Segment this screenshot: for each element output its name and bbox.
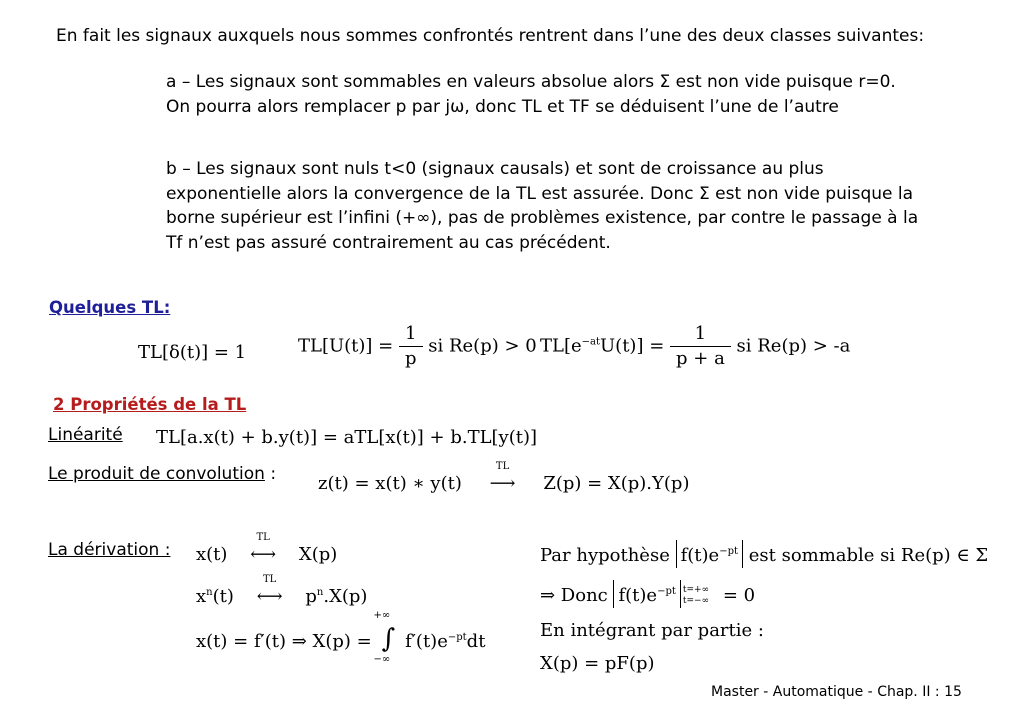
integral-block	[373, 610, 399, 665]
eq-exp-num: 1	[694, 323, 707, 344]
intro-line: En fait les signaux auxquels nous sommes confrontés rentrent dans l’une des deux classes suivantes:	[56, 26, 925, 46]
convolution-eq	[318, 461, 690, 496]
derivation-eq1	[196, 532, 338, 567]
derivation-eq3-integrand: f′(t)e	[405, 631, 448, 652]
item-a: a – Les signaux sont sommables en valeurs absolue alors Σ est non vide puisque r=0. On pourra alors remplacer p par jω, donc TL et TF se déduisent l’une de l’autre	[166, 72, 896, 117]
derivation-eq2-right-end: .X(p)	[323, 586, 368, 607]
item-b: b – Les signaux sont nuls t<0 (signaux causals) et sont de croissance au plus exponentielle alors la convergence de la TL est assurée. Donc Σ est non vide puisque la borne supérieur est l’infini (+∞), pas de problèmes existence, par contre le passage à la Tf n’est pas assuré contrairement au cas précédent.	[166, 159, 919, 253]
eq-step-left: TL[U(t)] =	[298, 335, 394, 357]
derivation-eq1-arrow	[233, 532, 293, 567]
hypothese-line2-abs-text: f(t)e	[618, 585, 658, 606]
derivation-eq2-tl: TL	[262, 574, 277, 585]
eq-exp-sup: −at	[581, 336, 600, 348]
convolution-left: z(t) = x(t) ∗ y(t)	[318, 473, 462, 494]
eq-exp-den: p + a	[670, 346, 731, 371]
hypothese-line2	[540, 580, 755, 608]
hypothese-line1-sup: −pt	[719, 546, 738, 557]
derivation-eq2-left: x	[196, 586, 207, 607]
hypothese-line2-upper: t=+∞	[682, 585, 710, 595]
eq-exp-right: si Re(p) > -a	[736, 335, 851, 357]
derivation-eq3-left: x(t) = f′(t) ⇒ X(p) =	[196, 631, 372, 652]
hypothese-line1	[540, 540, 988, 568]
convolution-right: Z(p) = X(p).Y(p)	[543, 473, 690, 494]
hypothese-line2-limits	[683, 585, 709, 607]
quelques-tl-heading: Quelques TL:	[49, 298, 171, 317]
eq-step-fraction	[399, 322, 423, 371]
derivation-eq1-left: x(t)	[196, 544, 228, 565]
derivation-eq1-tl: TL	[256, 532, 270, 543]
derivation-eq2-arrow	[240, 574, 300, 609]
derivation-eq2-sup: n	[206, 587, 213, 598]
linearite-eq: TL[a.x(t) + b.y(t)] = aTL[x(t)] + b.TL[y(t)]	[156, 427, 538, 448]
eq-exp-mid: U(t)] =	[600, 335, 665, 357]
hypothese-line1-abs-text: f(t)e	[680, 545, 720, 566]
eq-step-right: si Re(p) > 0	[428, 335, 537, 357]
hypothese-line4: X(p) = pF(p)	[540, 653, 655, 674]
convolution-colon: :	[270, 464, 277, 484]
integral-sign-icon: ∫	[381, 624, 396, 654]
hypothese-line1-abs	[676, 540, 743, 568]
convolution-tl-label: TL	[495, 461, 510, 472]
bidirectional-arrow-icon: ⟷	[250, 544, 277, 565]
footer: Master - Automatique - Chap. II : 15	[711, 684, 962, 700]
convolution-label: Le produit de convolution	[48, 464, 265, 484]
derivation-eq2-right: p	[305, 586, 317, 607]
eq-exp-left: TL[e	[540, 335, 582, 357]
eq-exp-fraction	[670, 322, 731, 371]
eq-step	[298, 322, 537, 371]
hypothese-line2-lower: t=−∞	[682, 596, 710, 606]
derivation-eq3	[196, 610, 486, 665]
derivation-eq3-dt: dt	[466, 631, 486, 652]
integral-lower: −∞	[373, 654, 391, 665]
integral-upper: +∞	[373, 610, 391, 621]
derivation-eq2-left-end: (t)	[212, 586, 234, 607]
hypothese-line1-post: est sommable si Re(p) ∈ Σ	[748, 545, 989, 566]
hypothese-line1-pre: Par hypothèse	[540, 545, 670, 566]
derivation-eq3-sup: −pt	[447, 632, 467, 643]
eq-step-num: 1	[405, 323, 417, 344]
proprietes-heading: 2 Propriétés de la TL	[53, 395, 247, 414]
hypothese-line2-pre: ⇒ Donc	[540, 585, 608, 606]
right-arrow-icon: ⟶	[489, 473, 516, 494]
derivation-eq2	[196, 574, 368, 609]
derivation-label: La dérivation :	[48, 540, 171, 560]
hypothese-line2-abs	[613, 580, 680, 608]
convolution-label-line	[48, 462, 276, 486]
eq-delta: TL[δ(t)] = 1	[138, 342, 247, 363]
hypothese-line2-post: = 0	[722, 585, 756, 606]
hypothese-line2-sup: −pt	[657, 586, 676, 597]
hypothese-line3: En intégrant par partie :	[540, 620, 764, 641]
eq-step-den: p	[399, 346, 423, 371]
derivation-eq2-right-sup: n	[316, 587, 324, 598]
derivation-eq1-right: X(p)	[298, 544, 338, 565]
bidirectional-arrow-icon: ⟷	[256, 586, 283, 607]
eq-exp	[540, 322, 850, 371]
linearite-label: Linéarité	[48, 425, 123, 445]
convolution-arrow	[468, 461, 538, 496]
